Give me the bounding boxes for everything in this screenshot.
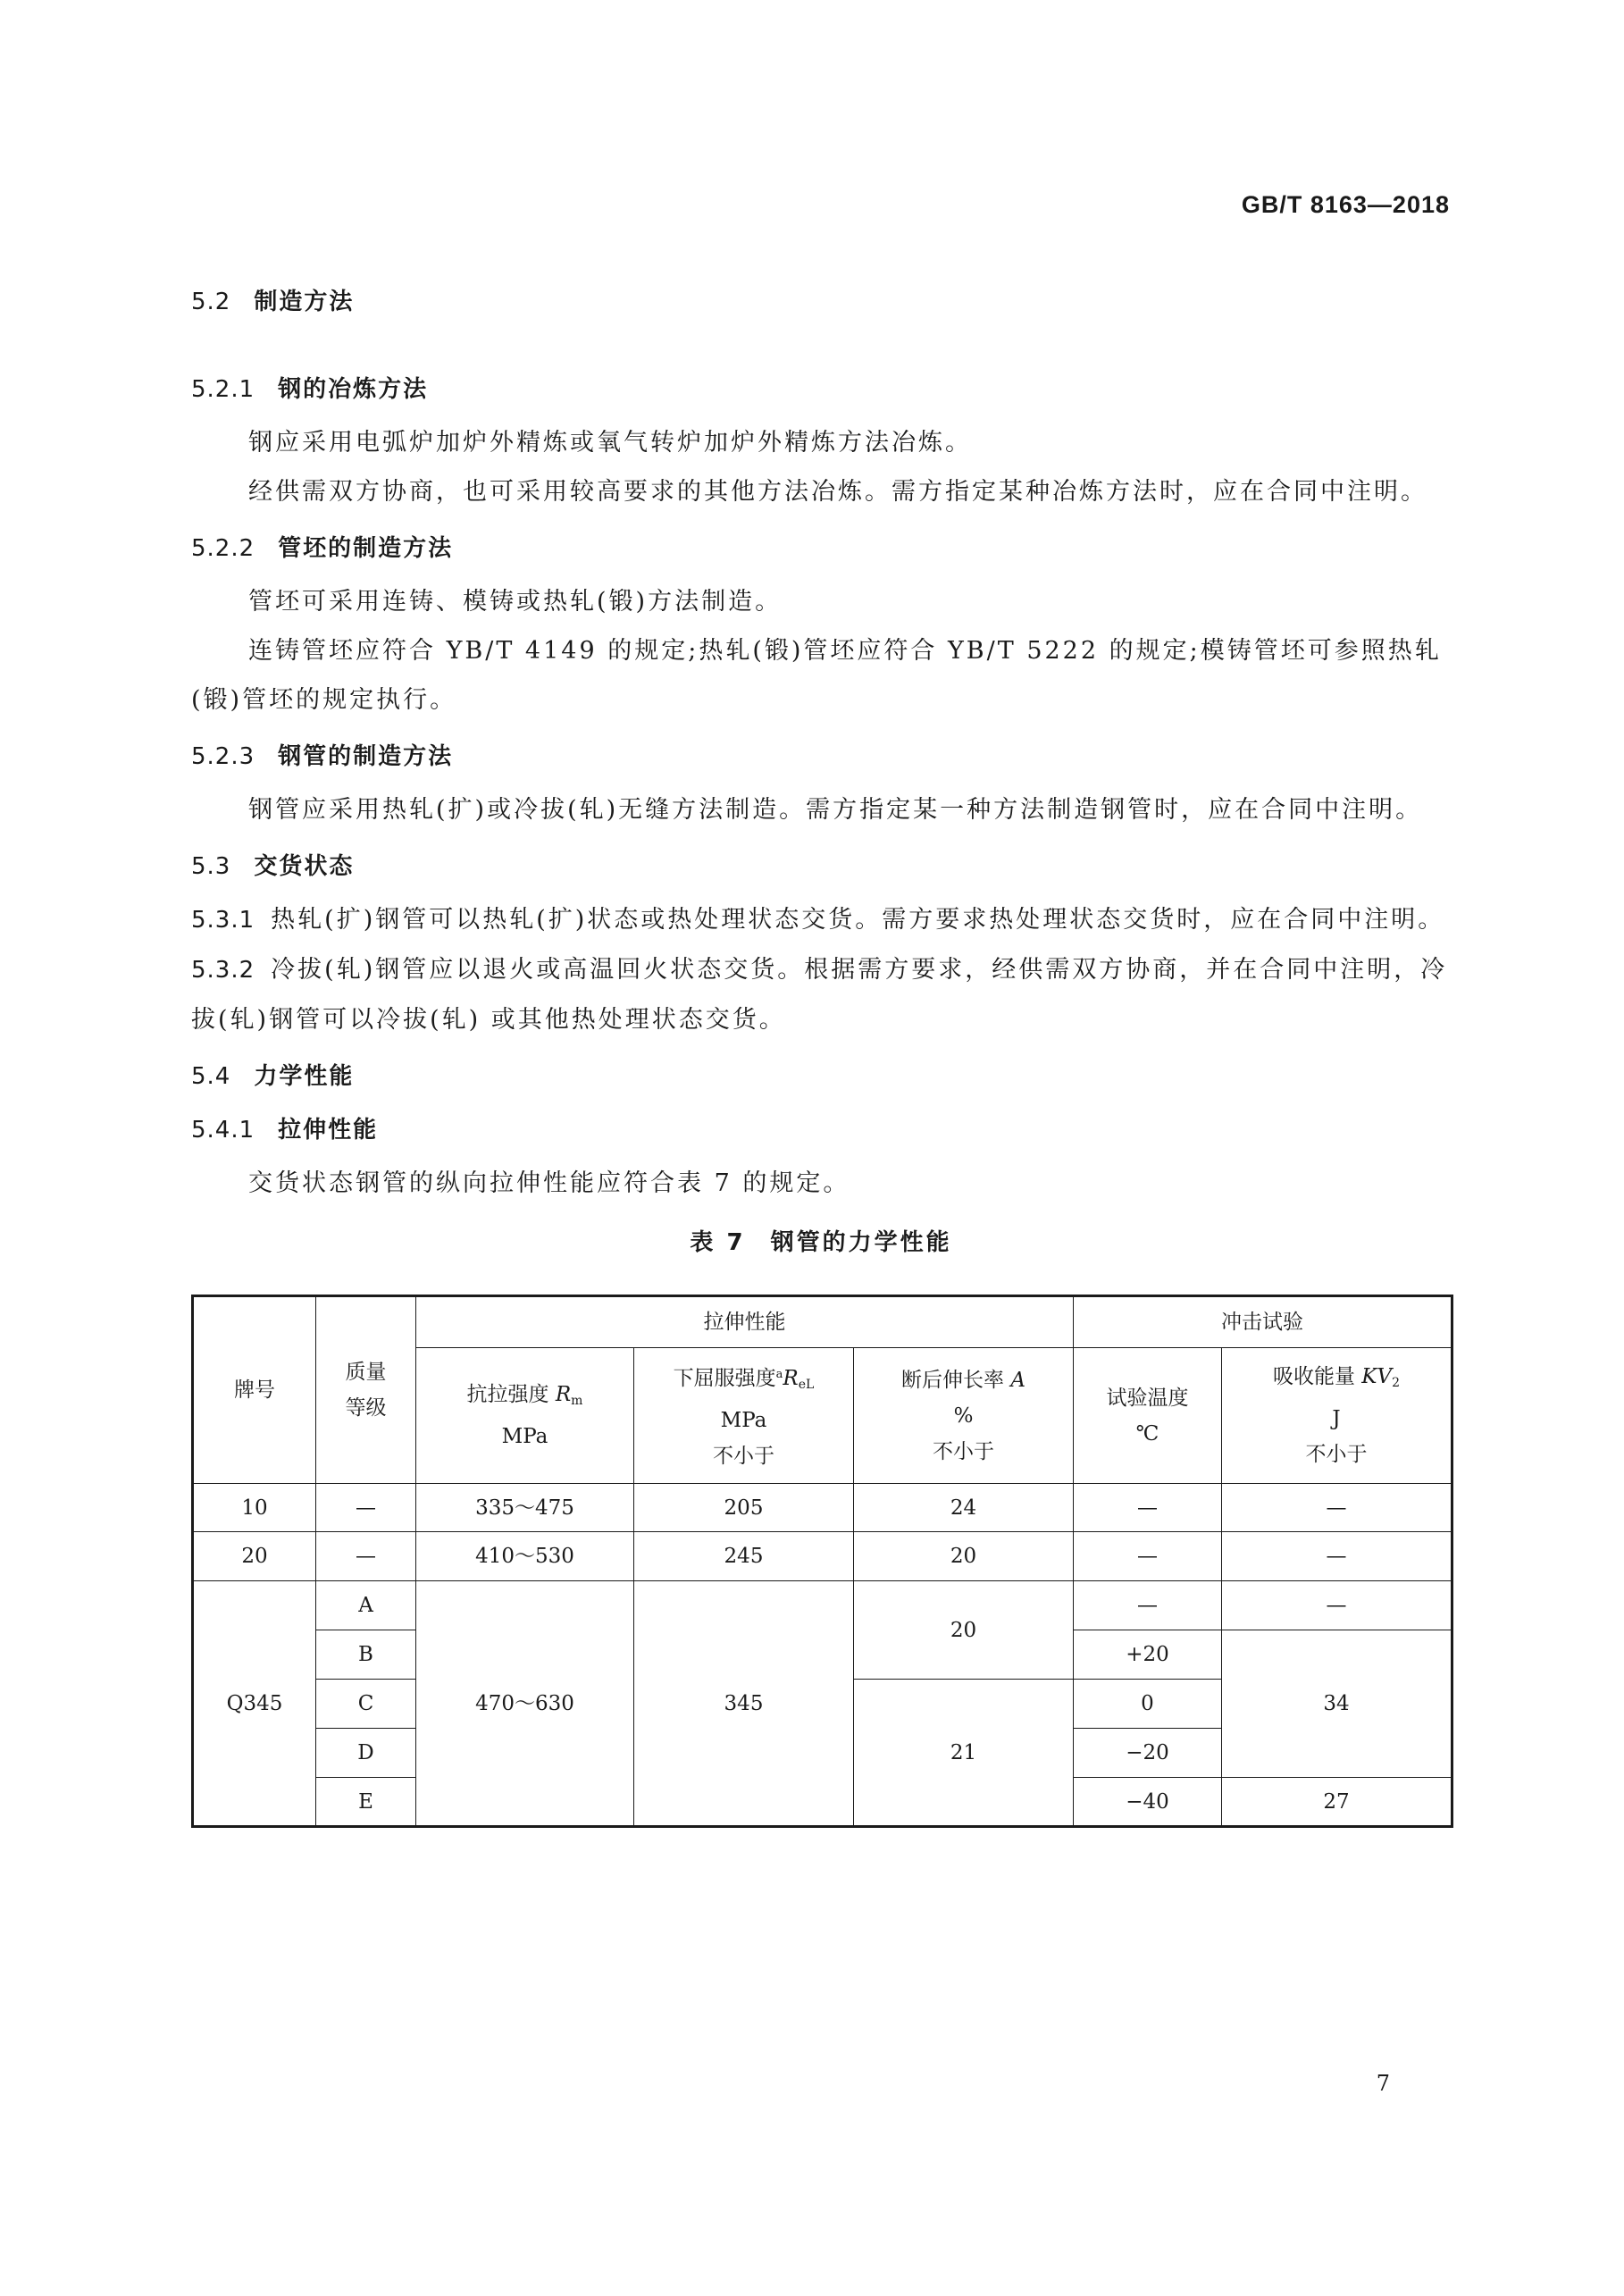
note: 不小于 xyxy=(933,1439,994,1463)
table-number: 表 7 xyxy=(690,1229,746,1256)
cell-absorbed-energy: 34 xyxy=(1222,1630,1452,1778)
clause-number: 5.3.2 xyxy=(191,957,255,984)
header-label: 抗拉强度 xyxy=(466,1383,549,1406)
cell-quality: E xyxy=(316,1778,416,1827)
cell-yield-strength: 205 xyxy=(634,1484,854,1532)
header-label: 吸收能量 xyxy=(1272,1365,1355,1388)
heading-title: 钢管的制造方法 xyxy=(278,743,454,770)
heading-5-4-1 xyxy=(191,1112,1451,1148)
cell-tensile-strength: 410～530 xyxy=(416,1532,634,1581)
heading-5-2-1 xyxy=(191,372,1451,407)
header-grade: 牌号 xyxy=(193,1296,316,1484)
unit: J xyxy=(1332,1407,1341,1430)
heading-title: 力学性能 xyxy=(254,1063,355,1090)
header-tensile-group: 拉伸性能 xyxy=(416,1296,1074,1348)
header-elongation xyxy=(854,1348,1074,1484)
header-quality-line2: 等级 xyxy=(345,1396,387,1420)
unit: ℃ xyxy=(1135,1421,1159,1445)
header-quality xyxy=(316,1296,416,1484)
heading-number: 5.3 xyxy=(191,853,231,880)
page-content xyxy=(191,284,1451,1828)
paragraph: 管坯可采用连铸、模铸或热轧(锻)方法制造。 xyxy=(248,588,783,616)
heading-title: 交货状态 xyxy=(254,853,355,880)
paragraph: 钢应采用电弧炉加炉外精炼或氧气转炉加炉外精炼方法冶炼。 xyxy=(248,429,972,457)
heading-5-2 xyxy=(191,284,1451,320)
note: 不小于 xyxy=(713,1445,774,1468)
paragraph: 连铸管坯应符合 YB/T 4149 的规定;热轧(锻)管坯应符合 YB/T 5222 的规定;模铸管坯可参照热轧(锻)管坯的规定执行。 xyxy=(191,637,1442,714)
cell-elongation: 21 xyxy=(854,1680,1074,1827)
page-number: 7 xyxy=(1376,2071,1390,2096)
cell-absorbed-energy: 27 xyxy=(1222,1778,1452,1827)
cell-test-temperature: 0 xyxy=(1074,1680,1222,1729)
symbol-subscript: 2 xyxy=(1392,1376,1401,1390)
clause-5-3-1 xyxy=(191,895,1451,945)
cell-grade: 10 xyxy=(193,1484,316,1532)
cell-test-temperature: — xyxy=(1074,1581,1222,1630)
paragraph: 经供需双方协商，也可采用较高要求的其他方法冶炼。需方指定某种冶炼方法时，应在合同中注明。 xyxy=(248,478,1427,506)
heading-number: 5.4 xyxy=(191,1063,231,1090)
cell-quality: B xyxy=(316,1630,416,1680)
cell-absorbed-energy: — xyxy=(1222,1484,1452,1532)
header-label: 下屈服强度 xyxy=(673,1367,776,1390)
header-impact-group: 冲击试验 xyxy=(1074,1296,1452,1348)
header-yield-strength xyxy=(634,1348,854,1484)
cell-grade: 20 xyxy=(193,1532,316,1581)
header-test-temperature xyxy=(1074,1348,1222,1484)
cell-absorbed-energy: — xyxy=(1222,1581,1452,1630)
heading-5-3 xyxy=(191,849,1451,884)
cell-tensile-strength: 470～630 xyxy=(416,1581,634,1827)
heading-title: 钢的冶炼方法 xyxy=(278,376,429,403)
symbol: R xyxy=(555,1383,572,1406)
header-quality-line1: 质量 xyxy=(345,1361,387,1384)
cell-quality: — xyxy=(316,1484,416,1532)
symbol: KV xyxy=(1361,1365,1393,1388)
cell-quality: D xyxy=(316,1729,416,1778)
standard-code: GB/T 8163—2018 xyxy=(1241,191,1450,218)
header-label: 试验温度 xyxy=(1106,1386,1189,1410)
unit: MPa xyxy=(501,1425,548,1448)
cell-test-temperature: −20 xyxy=(1074,1729,1222,1778)
cell-test-temperature: — xyxy=(1074,1484,1222,1532)
heading-5-4 xyxy=(191,1059,1451,1094)
table-row xyxy=(193,1581,1452,1630)
cell-yield-strength: 245 xyxy=(634,1532,854,1581)
unit: % xyxy=(953,1404,974,1428)
paragraph: 钢管应采用热轧(扩)或冷拔(轧)无缝方法制造。需方指定某一种方法制造钢管时，应在合同中注明。 xyxy=(248,796,1423,824)
heading-number: 5.2.2 xyxy=(191,535,255,562)
clause-text: 热轧(扩)钢管可以热轧(扩)状态或热处理状态交货。需方要求热处理状态交货时，应在合同中注明。 xyxy=(271,906,1445,934)
cell-yield-strength: 345 xyxy=(634,1581,854,1827)
heading-number: 5.2.1 xyxy=(191,376,255,403)
heading-title: 制造方法 xyxy=(254,289,355,315)
heading-number: 5.4.1 xyxy=(191,1117,255,1144)
cell-elongation: 20 xyxy=(854,1532,1074,1581)
heading-title: 拉伸性能 xyxy=(278,1117,379,1144)
unit: MPa xyxy=(720,1409,767,1432)
note: 不小于 xyxy=(1305,1443,1368,1466)
heading-number: 5.2.3 xyxy=(191,743,255,770)
header-absorbed-energy xyxy=(1222,1348,1452,1484)
cell-quality: A xyxy=(316,1581,416,1630)
cell-grade: Q345 xyxy=(193,1581,316,1827)
clause-text: 冷拔(轧)钢管应以退火或高温回火状态交货。根据需方要求，经供需双方协商，并在合同中注明，冷拔(轧)钢管可以冷拔(轧) 或其他热处理状态交货。 xyxy=(191,956,1448,1034)
cell-quality: — xyxy=(316,1532,416,1581)
header-label: 断后伸长率 xyxy=(901,1368,1005,1392)
table-title: 钢管的力学性能 xyxy=(770,1229,952,1256)
table-header-row xyxy=(193,1296,1452,1348)
table-row xyxy=(193,1532,1452,1581)
symbol-subscript: m xyxy=(571,1394,583,1408)
cell-absorbed-energy: — xyxy=(1222,1532,1452,1581)
table-caption xyxy=(191,1224,1451,1257)
cell-tensile-strength: 335～475 xyxy=(416,1484,634,1532)
heading-5-2-3 xyxy=(191,739,1451,775)
table-row xyxy=(193,1484,1452,1532)
cell-elongation: 20 xyxy=(854,1581,1074,1680)
symbol: A xyxy=(1010,1368,1025,1392)
heading-title: 管坯的制造方法 xyxy=(278,535,454,562)
cell-test-temperature: +20 xyxy=(1074,1630,1222,1680)
cell-test-temperature: −40 xyxy=(1074,1778,1222,1827)
symbol-subscript: eL xyxy=(798,1378,815,1392)
mechanical-properties-table xyxy=(191,1295,1453,1828)
heading-5-2-2 xyxy=(191,531,1451,566)
heading-number: 5.2 xyxy=(191,289,231,315)
symbol: R xyxy=(783,1367,799,1390)
clause-number: 5.3.1 xyxy=(191,907,255,934)
cell-test-temperature: — xyxy=(1074,1532,1222,1581)
clause-5-3-2 xyxy=(191,945,1451,1044)
footnote-mark: a xyxy=(775,1368,783,1381)
cell-elongation: 24 xyxy=(854,1484,1074,1532)
header-tensile-strength xyxy=(416,1348,634,1484)
paragraph: 交货状态钢管的纵向拉伸性能应符合表 7 的规定。 xyxy=(248,1169,850,1197)
cell-quality: C xyxy=(316,1680,416,1729)
